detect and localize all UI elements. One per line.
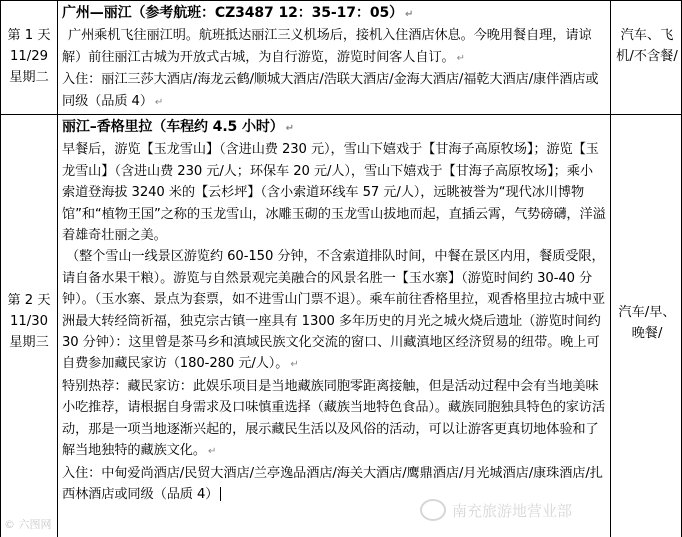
watermark-text: 南充旅游地营业部 [452, 501, 573, 520]
itinerary-title: 丽江–香格里拉（车程约 4.5 小时） ↵ [62, 119, 294, 135]
watermark-right [420, 499, 572, 521]
meals-text: 汽车、飞机/不含餐/ [616, 28, 678, 64]
day-date: 11/30 [9, 314, 48, 329]
day-weekday: 星期二 [9, 70, 49, 85]
watermark-left: © 六图网 [4, 518, 52, 531]
itinerary-paragraph: 广州乘机飞往丽江明。航班抵达丽江三义机场后，接机入住酒店休息。今晚用餐自理，请谅解）前往丽江古城为开放式古城，为自行游览，游览时间客人自订。 ↵ [62, 28, 592, 65]
itinerary-recommendation: 特别热荐：藏民家访：此娱乐项目是当地藏族同胞零距离接触，但是活动过程中会有当地美味小吃推荐，请根据自身需求及口味慎重选择（藏族当地特色食品）。藏族同胞独具特色的家访活动，那是一项当地逐渐兴起的，展示藏民生活以及风俗的活动，可以让游客更真切地体验和了解当地独特的藏族文化。 ↵ [62, 378, 606, 459]
text-cursor [220, 487, 221, 501]
meals-cell-1 [611, 25, 681, 67]
itinerary-cell-1 [58, 3, 610, 113]
day-cell-1 [1, 25, 57, 88]
meals-cell-2 [611, 302, 681, 344]
itinerary-title: 广州—丽江（参考航班：CZ3487 12：35-17：05） ↵ [62, 5, 414, 21]
meals-line: 晚餐/ [631, 326, 663, 341]
day-number: 第 1 天 [7, 28, 51, 43]
column-divider-2 [610, 0, 611, 537]
itinerary-cell-2 [58, 117, 610, 505]
wechat-logo-icon [420, 499, 446, 521]
meals-line: 汽车/早、 [618, 305, 676, 320]
itinerary-paragraph: 早餐后，游览【玉龙雪山】（含进山费 230 元），雪山下嬉戏于【甘海子高原牧场】；游览【玉龙雪山】（含进山费 230 元/人；环保车 20 元/人），雪山下嬉戏于【甘海子高原牧场】；乘小索道登海拔 3240 米的【云杉坪】（含小索道环线车 57 元/人），远眺被誉为“现代冰川博物馆”和“植物王国”之称的玉龙雪山，冰雕玉砌的玉龙雪山拔地而起，直插云霄，气势磅礴，洋溢着雄奇壮丽之美。 [62, 142, 606, 244]
row-divider [0, 114, 682, 115]
day-date: 11/29 [9, 49, 48, 64]
itinerary-lodging: 入住：丽江三莎大酒店/海龙云鹤/顺城大酒店/浩联大酒店/金海大酒店/福乾大酒店/康伴酒店或同级（品质 4） ↵ [62, 72, 599, 109]
day-weekday: 星期三 [9, 335, 49, 350]
table-border-top [0, 0, 682, 1]
day-cell-2 [1, 290, 57, 353]
itinerary-lodging: 入住：中甸爱尚酒店/民贸大酒店/兰亭逸品酒店/海关大酒店/鹰鼎酒店/月光城酒店/康珠酒店/扎西林酒店或同级（品质 4） [62, 465, 603, 502]
itinerary-paragraph: （整个雪山一线景区游览约 60-150 分钟，不含索道排队时间，中餐在景区内用，餐质受限，请自备水果干粮）。游览与自然景观完美融合的风景名胜一【玉水寨】（游览时间约 30-40 分钟）。（玉水寨、景点为套票，如不进雪山门票不退）。乘车前往香格里拉，观香格里拉古城中亚洲最大转经筒祈福，独克宗古镇一座具有 1300 多年历史的月光之城火烧后遗址（游览时间约 30 分钟）：这里曾是茶马乡和滇域民族文化交流的窗口、川藏滇地区经济贸易的纽带。晚上可自费参加藏民家访（180-280 元/人）。 ↵ [62, 249, 605, 372]
day-number: 第 2 天 [7, 293, 51, 308]
